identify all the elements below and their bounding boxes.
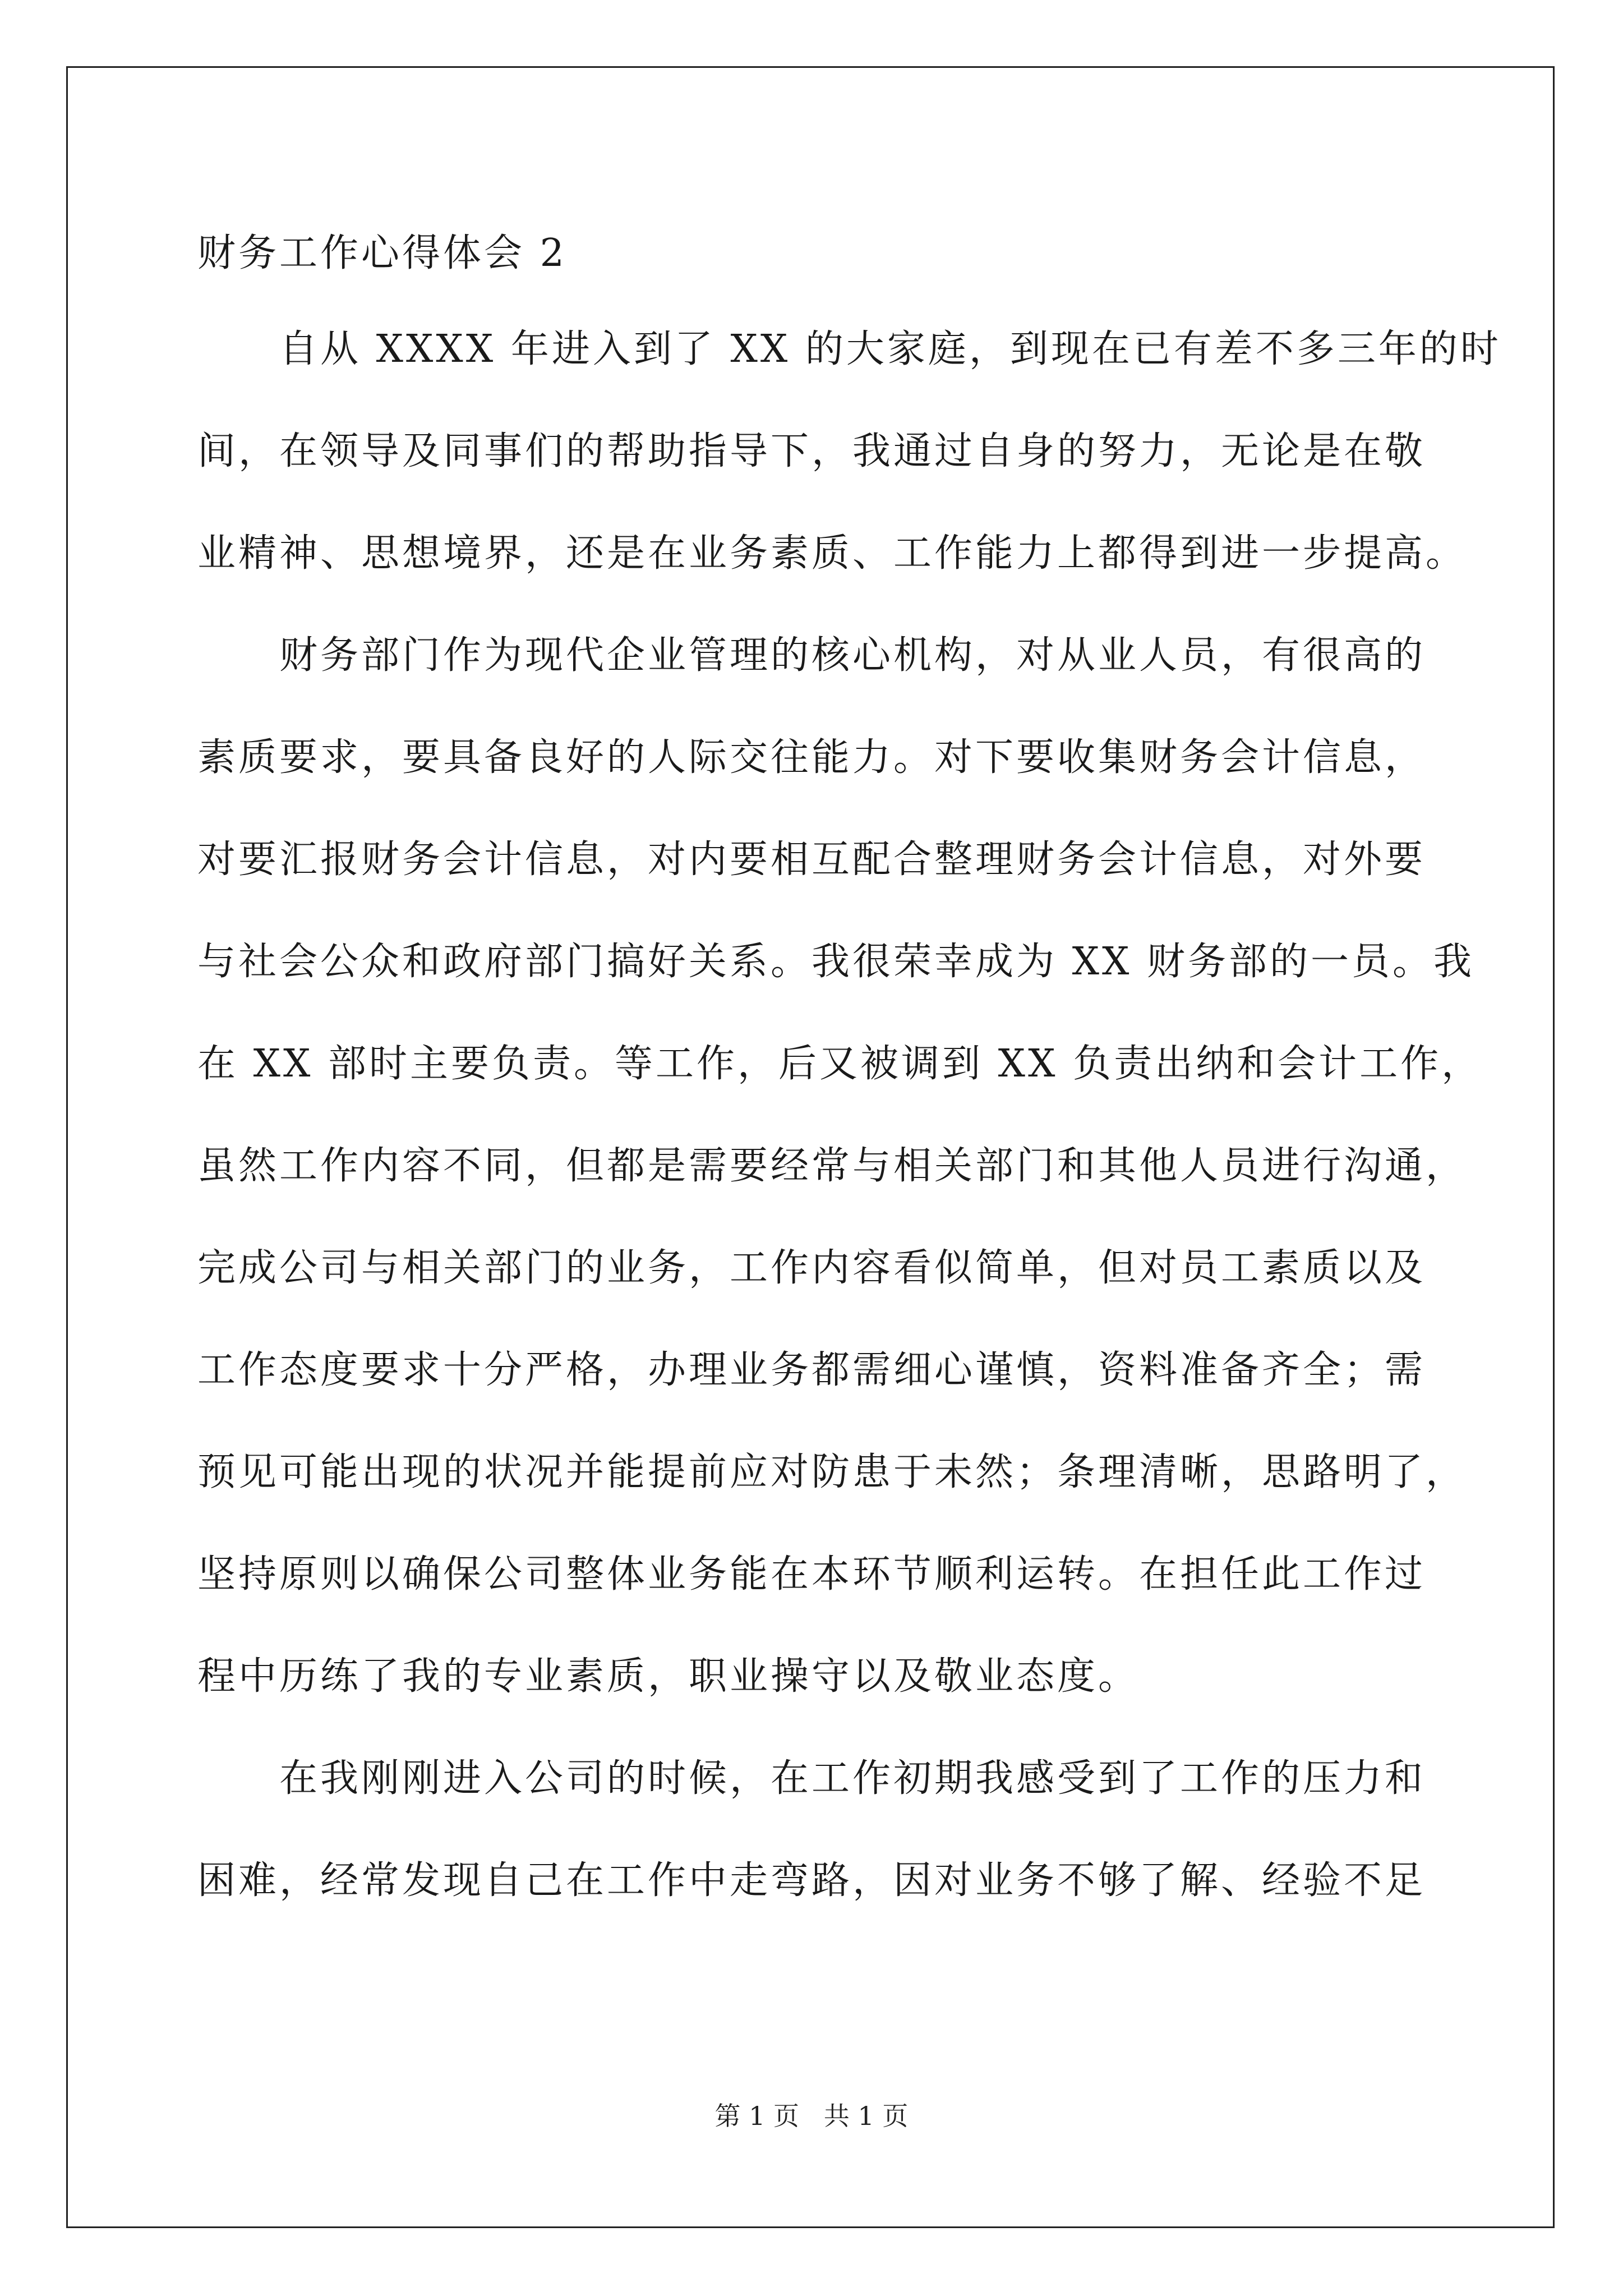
- paragraph-3: [197, 1728, 1431, 1932]
- paragraph-line: 财务部门作为现代企业管理的核心机构，对从业人员，有很高的: [279, 633, 1426, 678]
- paragraph-line: 工作态度要求十分严格，办理业务都需细心谨慎，资料准备齐全；需: [197, 1348, 1426, 1392]
- paragraph-line: 坚持原则以确保公司整体业务能在本环节顺利运转。在担任此工作过: [197, 1552, 1426, 1596]
- paragraph-line: 自从 XXXX 年进入到了 XX 的大家庭，到现在已有差不多三年的时: [279, 327, 1501, 371]
- paragraph-line: 间，在领导及同事们的帮助指导下，我通过自身的努力，无论是在敬: [197, 429, 1426, 473]
- paragraph-line: 业精神、思想境界，还是在业务素质、工作能力上都得到进一步提高。: [197, 531, 1467, 576]
- paragraph-2: [197, 605, 1483, 1728]
- paragraph-line: 程中历练了我的专业素质，职业操守以及敬业态度。: [197, 1654, 1140, 1699]
- paragraph-line: 与社会公众和政府部门搞好关系。我很荣幸成为 XX 财务部的一员。我: [197, 940, 1475, 984]
- paragraph-line: 在 XX 部时主要负责。等工作，后又被调到 XX 负责出纳和会计工作，: [197, 1042, 1483, 1086]
- page-number-footer: 第 1 页 共 1 页: [714, 2101, 909, 2131]
- paragraph-line: 在我刚刚进入公司的时候，在工作初期我感受到了工作的压力和: [279, 1756, 1426, 1801]
- paragraph-line: 预见可能出现的状况并能提前应对防患于未然；条理清晰，思路明了，: [197, 1450, 1467, 1494]
- paragraph-line: 虽然工作内容不同，但都是需要经常与相关部门和其他人员进行沟通，: [197, 1144, 1467, 1188]
- paragraph-1: [197, 298, 1501, 605]
- paragraph-line: 对要汇报财务会计信息，对内要相互配合整理财务会计信息，对外要: [197, 838, 1426, 882]
- paragraph-line: 困难，经常发现自己在工作中走弯路，因对业务不够了解、经验不足: [197, 1858, 1426, 1903]
- paragraph-line: 完成公司与相关部门的业务，工作内容看似简单，但对员工素质以及: [197, 1246, 1426, 1290]
- document-body: [197, 209, 1501, 1932]
- paragraph-line: 素质要求，要具备良好的人际交往能力。对下要收集财务会计信息，: [197, 735, 1426, 780]
- document-title: 财务工作心得体会 2: [197, 231, 567, 275]
